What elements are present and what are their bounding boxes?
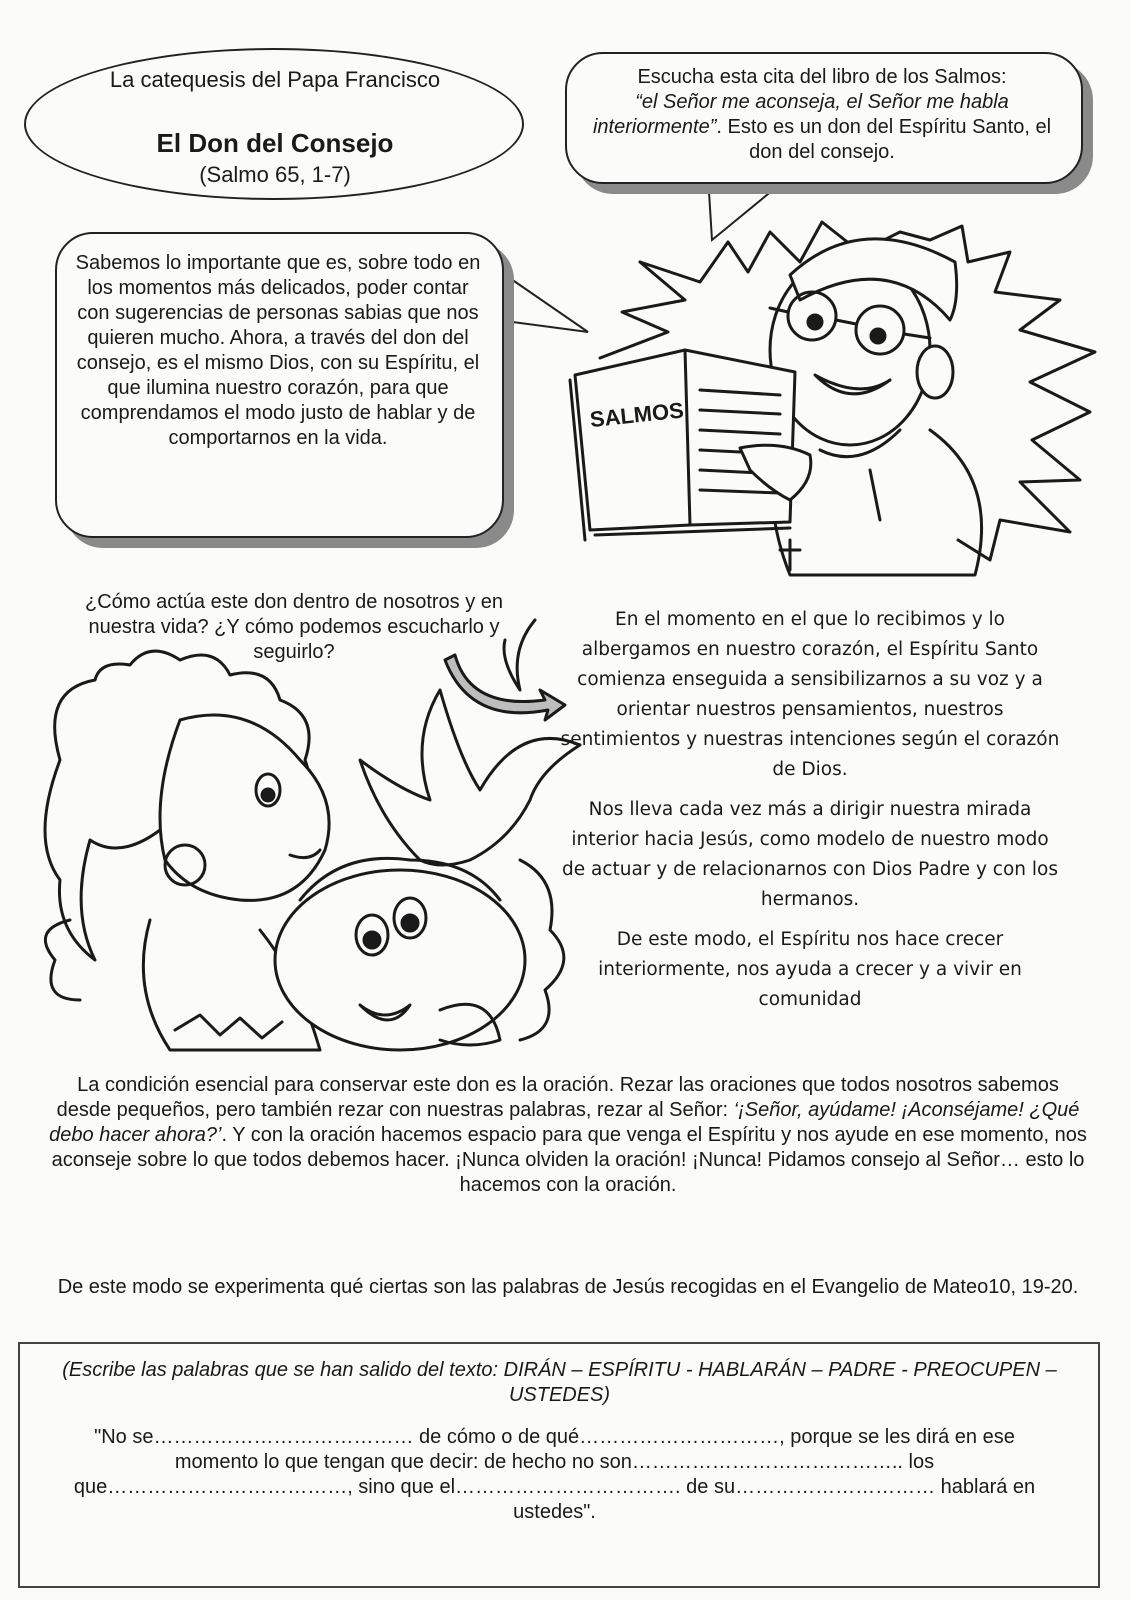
fill-in-blank-text: "No se………………………………… de cómo o de qué…………………………, porque se les dirá en ese momento lo que tengan que decir: de hecho no son………………………………….. los que………………………………, sino que el……………………………. de su………………………… hablará en ustedes". [73, 1426, 1036, 1523]
book-label: SALMOS [588, 397, 685, 433]
bubble-left-text: Sabemos lo importante que es, sobre todo en los momentos más delicados, poder contar con sugerencias de personas sabias que nos quieren mucho. Ahora, a través del don del consejo, es el mismo Dios, con su Espíritu, el que ilumina nuestro corazón, para que comprendamos el modo justo de hablar y de comportarnos en la vida. [75, 252, 481, 449]
girl-head [275, 870, 525, 1050]
title-reference: (Salmo 65, 1-7) [199, 162, 351, 187]
book-label-layer [0, 0, 1131, 600]
right-paragraph: Nos lleva cada vez más a dirigir nuestra mirada interior hacia Jesús, como modelo de nuestro modo de actuar y de relacionarnos con Dios Padre y con los hermanos. [562, 799, 1058, 910]
right-paragraph: De este modo, el Espíritu nos hace crecer interiormente, nos ayuda a crecer y a vivir en comunidad [598, 929, 1022, 1010]
right-column-text [560, 605, 1060, 1015]
prayer-part2: . Y con la oración hacemos espacio para que venga el Espíritu y nos ayude en ese momento, nos aconseje sobre lo que todos debemos hacer. ¡Nunca olviden la oración! ¡Nunca! Pidamos consejo al Señor… esto lo hacemos con la oración. [51, 1124, 1087, 1196]
bubble-top-quote: “el Señor me aconseja, el Señor me habla interiormente” [592, 91, 1009, 138]
question-text: ¿Cómo actúa este don dentro de nosotros y en nuestra vida? ¿Y cómo podemos escucharlo y seguirlo? [84, 591, 504, 663]
prayer-quote: ‘¡Señor, ayúdame! ¡Aconséjame! ¿Qué debo hacer ahora?’ [49, 1099, 1080, 1146]
prayer-part1: La condición esencial para conservar este don es la oración. Rezar las oraciones que todos nosotros sabemos desde pequeños, pero también rezar con nuestras palabras, rezar al Señor: [56, 1074, 1059, 1121]
right-paragraph: En el momento en el que lo recibimos y lo albergamos en nuestro corazón, el Espíritu Santo comienza enseguida a sensibilizarnos a su voz y a orientar nuestros pensamientos, nuestros sentimientos y nuestras intenciones según el corazón de Dios. [560, 609, 1060, 780]
prayer-paragraph [48, 1073, 1088, 1198]
page-title: El Don del Consejo [156, 128, 394, 158]
bubble-top-rest: . Esto es un don del Espíritu Santo, el don del consejo. [716, 116, 1052, 163]
mateo-reference-text: De este modo se experimenta qué ciertas son las palabras de Jesús recogidas en el Evangelio de Mateo10, 19-20. [57, 1276, 1079, 1298]
title-subtitle: La catequesis del Papa Francisco [109, 67, 441, 92]
exercise-instruction: (Escribe las palabras que se han salido del texto: DIRÁN – ESPÍRITU - HABLARÁN – PADRE - PREOCUPEN – USTEDES) [62, 1359, 1057, 1406]
bubble-top-intro: Escucha esta cita del libro de los Salmos: [637, 66, 1007, 88]
